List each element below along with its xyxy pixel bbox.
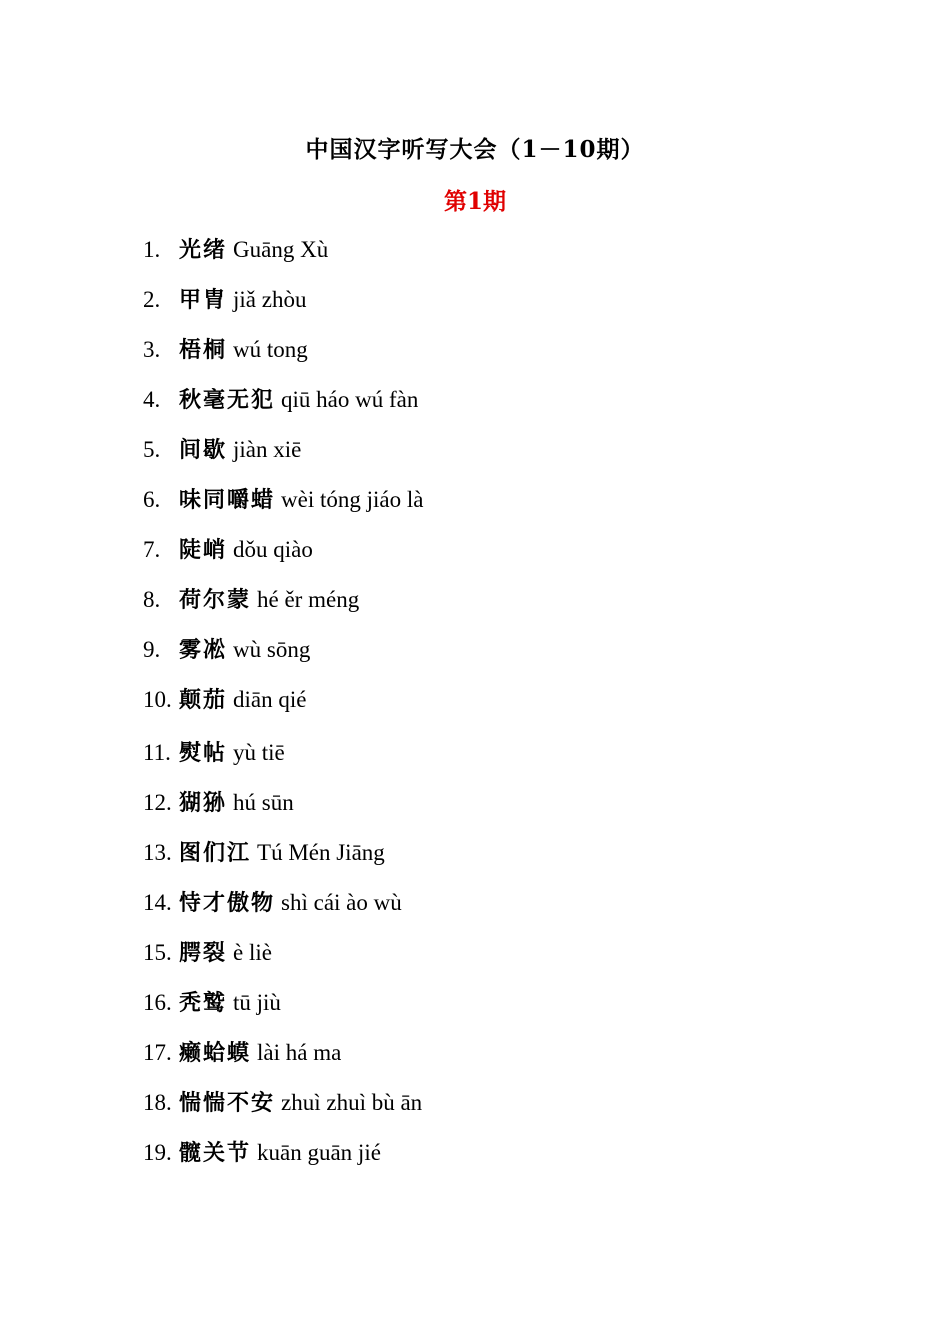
- item-number: 18.: [143, 1090, 172, 1115]
- item-hanzi: 腭裂: [179, 940, 228, 966]
- item-hanzi: 荷尔蒙: [179, 587, 252, 613]
- item-number: 3.: [143, 337, 161, 362]
- item-hanzi: 颠茄: [179, 687, 228, 713]
- word-item: [143, 682, 843, 718]
- item-hanzi: 熨帖: [179, 740, 228, 766]
- word-item: [143, 482, 843, 518]
- item-pinyin: yù tiē: [233, 740, 285, 765]
- word-item: [143, 735, 843, 771]
- word-item: [143, 985, 843, 1021]
- word-item: [143, 232, 843, 268]
- item-pinyin: dǒu qiào: [233, 537, 313, 562]
- item-pinyin: zhuì zhuì bù ān: [281, 1090, 423, 1115]
- item-pinyin: jiàn xiē: [233, 437, 302, 462]
- item-hanzi: 陡峭: [179, 537, 228, 563]
- item-number: 1.: [143, 237, 161, 262]
- item-number: 2.: [143, 287, 161, 312]
- item-number: 15.: [143, 940, 172, 965]
- item-pinyin: wú tong: [233, 337, 308, 362]
- word-item: [143, 532, 843, 568]
- word-item: [143, 1035, 843, 1071]
- item-pinyin: diān qié: [233, 687, 307, 712]
- item-pinyin: jiǎ zhòu: [233, 287, 307, 312]
- item-hanzi: 味同嚼蜡: [179, 487, 276, 513]
- word-item: [143, 332, 843, 368]
- item-hanzi: 髋关节: [179, 1140, 252, 1166]
- word-item: [143, 1135, 843, 1171]
- item-number: 19.: [143, 1140, 172, 1165]
- word-item: [143, 1085, 843, 1121]
- item-hanzi: 甲胄: [179, 287, 228, 313]
- item-pinyin: hú sūn: [233, 790, 294, 815]
- item-hanzi: 秋毫无犯: [179, 387, 276, 413]
- item-number: 12.: [143, 790, 172, 815]
- item-hanzi: 梧桐: [179, 337, 228, 363]
- word-item: [143, 382, 843, 418]
- item-number: 10.: [143, 687, 172, 712]
- item-number: 5.: [143, 437, 161, 462]
- issue-heading: 第1期: [443, 188, 506, 215]
- item-pinyin: è liè: [233, 940, 272, 965]
- word-item: [143, 582, 843, 618]
- item-number: 4.: [143, 387, 161, 412]
- item-number: 16.: [143, 990, 172, 1015]
- item-hanzi: 间歇: [179, 437, 228, 463]
- item-number: 6.: [143, 487, 161, 512]
- item-hanzi: 惴惴不安: [179, 1090, 276, 1116]
- item-hanzi: 图们江: [179, 840, 252, 866]
- item-pinyin: qiū háo wú fàn: [281, 387, 419, 412]
- item-number: 17.: [143, 1040, 172, 1065]
- item-number: 11.: [143, 740, 171, 765]
- item-pinyin: kuān guān jié: [257, 1140, 381, 1165]
- item-hanzi: 秃鹫: [179, 990, 228, 1016]
- item-pinyin: lài há ma: [257, 1040, 342, 1065]
- word-item: [143, 885, 843, 921]
- item-pinyin: tū jiù: [233, 990, 281, 1015]
- item-hanzi: 猢狲: [179, 790, 228, 816]
- word-item: [143, 432, 843, 468]
- item-number: 8.: [143, 587, 161, 612]
- item-number: 14.: [143, 890, 172, 915]
- item-pinyin: Tú Mén Jiāng: [257, 840, 385, 865]
- word-item: [143, 935, 843, 971]
- word-item: [143, 282, 843, 318]
- item-pinyin: wèi tóng jiáo là: [281, 487, 424, 512]
- item-hanzi: 光绪: [179, 237, 228, 263]
- item-hanzi: 雾凇: [179, 637, 228, 663]
- word-item: [143, 785, 843, 821]
- item-number: 9.: [143, 637, 161, 662]
- item-pinyin: shì cái ào wù: [281, 890, 402, 915]
- item-hanzi: 癞蛤蟆: [179, 1040, 252, 1066]
- document-title: 中国汉字听写大会（1－10期）: [305, 136, 645, 163]
- item-pinyin: wù sōng: [233, 637, 311, 662]
- item-hanzi: 恃才傲物: [179, 890, 276, 916]
- word-list: [143, 232, 843, 1171]
- item-number: 7.: [143, 537, 161, 562]
- item-pinyin: hé ěr méng: [257, 587, 360, 612]
- item-pinyin: Guāng Xù: [233, 237, 329, 262]
- item-number: 13.: [143, 840, 172, 865]
- word-item: [143, 632, 843, 668]
- word-item: [143, 835, 843, 871]
